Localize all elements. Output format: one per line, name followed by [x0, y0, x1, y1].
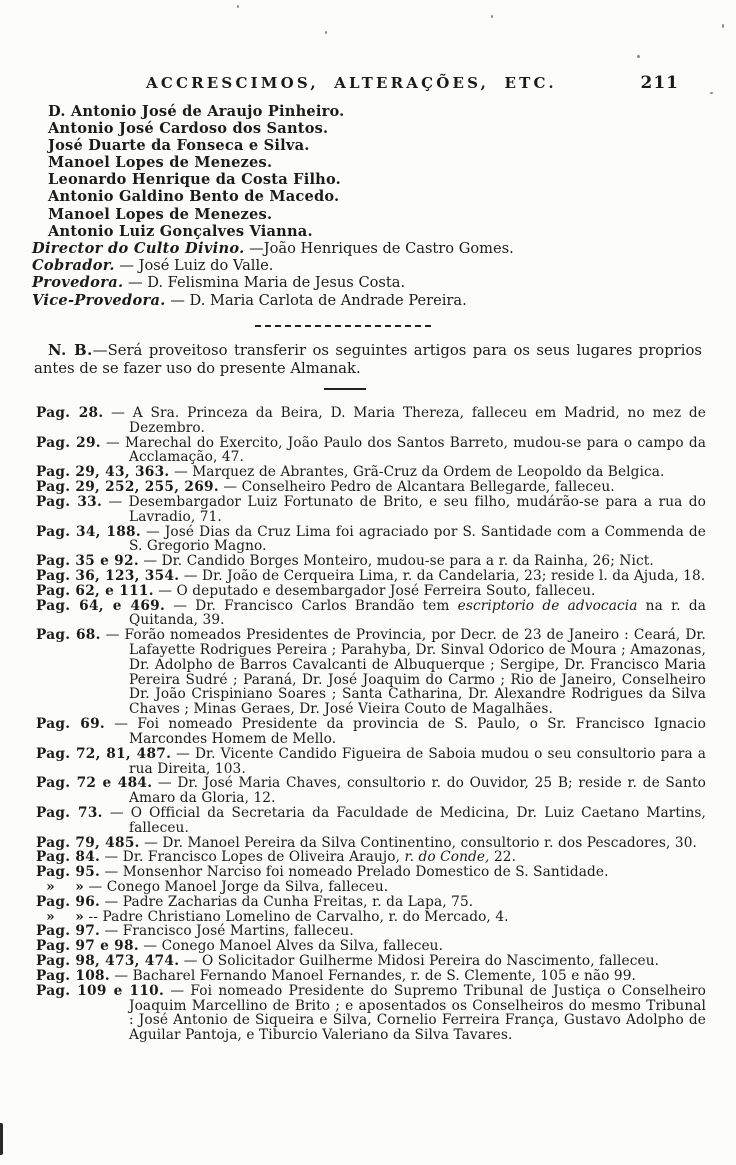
errata-entry [36, 554, 706, 569]
member-name: Antonio José Cardoso dos Santos. [48, 120, 329, 138]
member-name: Antonio Luiz Gonçalves Vianna. [48, 222, 313, 240]
officers-list [32, 240, 700, 309]
entry-text: — A Sra. Princeza da Beira, D. Maria Thereza, falleceu em Madrid, no mez de Dezembro. [103, 405, 706, 436]
entry-text: — Conego Manoel Jorge da Silva, falleceu. [84, 879, 389, 895]
page-ref: Pag. 97 e 98. [36, 938, 139, 955]
page-ref: Pag. 97. [36, 923, 101, 940]
page-ref: Pag. 29, 43, 363. [36, 464, 170, 481]
entry-text: — Monsenhor Narciso foi nomeado Prelado Domestico de S. Santidade. [100, 864, 609, 881]
errata-entry [36, 880, 706, 895]
officer-line [32, 240, 700, 257]
entry-text: — Marquez de Abrantes, Grã-Cruz da Ordem de Leopoldo da Belgica. [169, 464, 665, 481]
running-title: ACCRESCIMOS, ALTERAÇÕES, ETC. [146, 74, 557, 92]
entry-text: — Marechal do Exercito, João Paulo dos Santos Barreto, mudou-se para o campo da Acclamação, 47. [100, 434, 706, 466]
page-ref: Pag. 73. [36, 804, 103, 821]
page-ref: Pag. 35 e 92. [36, 553, 139, 570]
scan-speck [637, 55, 640, 58]
errata-entry [36, 984, 706, 1043]
errata-entry [36, 747, 706, 777]
page-ref: Pag. 68. [36, 627, 101, 644]
page-ref: Pag. 29, 252, 255, 269. [36, 479, 219, 496]
officer-name: — José Luiz do Valle. [114, 257, 274, 275]
errata-entry [36, 836, 706, 851]
page-ref: Pag. 28. [36, 405, 104, 421]
entry-text: — Dr. João de Cerqueira Lima, r. da Candelaria, 23; reside l. da Ajuda, 18. [179, 567, 706, 584]
errata-entry [36, 495, 706, 525]
errata-entries-list [36, 406, 706, 1043]
notice-text: —Será proveitoso transferir os seguintes artigos para os seus lugares proprios antes de se fazer uso do presente Almanak. [34, 342, 702, 377]
entry-text: — Desembargador Luiz Fortunato de Brito, e seu filho, mudárão-se para a rua do Lavradio, 71. [102, 493, 706, 525]
list-divider-rule [324, 388, 366, 390]
member-name: Antonio Galdino Bento de Macedo. [48, 188, 340, 206]
entry-text: r. do Conde, [404, 849, 490, 866]
errata-entry [36, 850, 706, 865]
errata-entry [36, 569, 706, 584]
entry-text: — José Dias da Cruz Lima foi agraciado por S. Santidade com a Commenda de S. Gregorio Magno. [129, 523, 706, 555]
errata-entry [36, 465, 706, 480]
officer-name: — D. Maria Carlota de Andrade Pereira. [165, 291, 467, 309]
entry-text: — Dr. Francisco Carlos Brandão tem [165, 597, 458, 614]
page-ref: Pag. 108. [36, 967, 110, 984]
entry-text: — O Official da Secretaria da Faculdade de Medicina, Dr. Luiz Caetano Martins, falleceu. [102, 804, 706, 836]
entry-text: — Padre Zacharias da Cunha Freitas, r. da Lapa, 75. [100, 893, 474, 910]
officer-role: Provedora. [32, 274, 124, 292]
page-ref: Pag. 109 e 110. [36, 982, 165, 999]
entry-text: — Dr. Francisco Lopes de Oliveira Araujo, [100, 849, 405, 866]
entry-text: — O Solicitador Guilherme Midosi Pereira do Nascimento, falleceu. [179, 953, 660, 970]
officer-role: Vice-Provedora. [32, 291, 166, 309]
errata-entry [36, 599, 706, 629]
entry-text: — Conselheiro Pedro de Alcantara Bellegarde, falleceu. [218, 479, 615, 496]
page-ref: Pag. 33. [36, 493, 103, 510]
page-ref: Pag. 72, 81, 487. [36, 745, 172, 762]
errata-entry [36, 924, 706, 939]
errata-entry [36, 776, 706, 806]
page-ref: Pag. 79, 485. [36, 834, 140, 851]
errata-entry [36, 480, 706, 495]
notice-paragraph [34, 342, 702, 378]
errata-entry [36, 969, 706, 984]
notice-label: N. B. [48, 342, 93, 359]
entry-text: escriptorio de advocacia [457, 597, 638, 614]
errata-entry [36, 954, 706, 969]
page-ref: » » [36, 908, 85, 925]
entry-text: — Francisco José Martins, falleceu. [100, 923, 354, 940]
member-name: Manoel Lopes de Menezes. [48, 154, 273, 172]
errata-entry [36, 628, 706, 717]
page-ref: Pag. 29. [36, 434, 101, 451]
page-number: 211 [640, 73, 679, 93]
entry-text: — Dr. Manoel Pereira da Silva Continentino, consultorio r. dos Pescadores, 30. [139, 834, 697, 851]
scan-speck [237, 5, 239, 8]
errata-entry [36, 584, 706, 599]
entry-text: — Dr. Vicente Candido Figueira de Saboia mudou o seu consultorio para a rua Direita, 103. [129, 745, 706, 777]
entry-text: na r. da Quitanda, 39. [129, 597, 706, 629]
page-ref: Pag. 98, 473, 474. [36, 953, 180, 970]
errata-entry [36, 717, 706, 747]
entry-text: — Dr. José Maria Chaves, consultorio r. do Ouvidor, 25 B; reside r. de Santo Amaro da Gloria, 12. [129, 775, 707, 807]
errata-entry [36, 406, 706, 436]
member-name: D. Antonio José de Araujo Pinheiro. [48, 103, 345, 120]
member-name: Leonardo Henrique da Costa Filho. [48, 171, 341, 189]
entry-text: — Foi nomeado Presidente da provincia de S. Paulo, o Sr. Francisco Ignacio Marcondes Homem de Mello. [104, 716, 706, 747]
page-ref: Pag. 95. [36, 864, 101, 881]
errata-entry [36, 939, 706, 954]
officer-role: Director do Culto Divino. [32, 240, 245, 257]
entry-text: — O deputado e desembargador José Ferreira Souto, falleceu. [153, 582, 596, 599]
page-ref: Pag. 72 e 484. [36, 775, 153, 792]
entry-text: — Forão nomeados Presidentes de Provincia, por Decr. de 23 de Janeiro : Ceará, Dr. Lafayette Rodrigues Pereira ; Parahyba, Dr. Sinval Odorico de Moura ; Amazonas, Dr. Adolpho de Barros Cavalcanti de Albuquerque ; Sergipe, Dr. Francisco Maria Pereira Sudré ; Paraná, Dr. José Joaquim do Carmo ; Rio de Janeiro, Conselheiro Dr. João Crispiniano Soares ; Santa Catharina, Dr. Alexandre Rodrigues da Silva Chaves ; Minas Geraes, Dr. José Vieira Couto de Magalhães. [100, 627, 706, 718]
page-header [0, 73, 736, 93]
page-ref: Pag. 64, e 469. [36, 597, 166, 614]
page-ref: » » [36, 879, 85, 895]
section-divider-rule [255, 325, 431, 327]
member-name: José Duarte da Fonseca e Silva. [48, 137, 310, 155]
errata-entry [36, 436, 706, 466]
entry-text: 22. [489, 849, 517, 866]
page-ref: Pag. 96. [36, 893, 101, 910]
page-ref: Pag. 34, 188. [36, 523, 141, 540]
officer-line [32, 257, 700, 274]
page-ref: Pag. 62, e 111. [36, 582, 154, 599]
scan-speck [722, 24, 724, 28]
errata-entry [36, 910, 706, 925]
errata-entry [36, 806, 706, 836]
page-ref: Pag. 36, 123, 354. [36, 567, 180, 584]
errata-entry [36, 895, 706, 910]
officer-name: — D. Felismina Maria de Jesus Costa. [123, 274, 406, 292]
errata-entry [36, 525, 706, 555]
officer-name: —João Henriques de Castro Gomes. [244, 240, 514, 257]
scan-speck [491, 15, 493, 18]
entry-text: — Bacharel Fernando Manoel Fernandes, r. de S. Clemente, 105 e não 99. [109, 967, 636, 984]
officer-line [32, 274, 700, 291]
entry-text: — Foi nomeado Presidente do Supremo Tribunal de Justiça o Conselheiro Joaquim Marcellino de Brito ; e aposentados os Conselheiros do mesmo Tribunal : José Antonio de Siqueira e Silva, Cornelio Ferreira França, Gustavo Adolpho de Aguilar Pantoja, e Tiburcio Valeriano da Silva Tavares. [129, 982, 706, 1044]
scan-speck [325, 31, 327, 34]
scan-speck [710, 92, 713, 94]
member-name: Manoel Lopes de Menezes. [48, 205, 273, 223]
scan-edge-artifact [0, 1123, 3, 1155]
entry-text: — Conego Manoel Alves da Silva, falleceu. [138, 938, 444, 955]
page-ref: Pag. 84. [36, 849, 101, 866]
officer-role: Cobrador. [32, 257, 115, 275]
errata-entry [36, 865, 706, 880]
entry-text: -- Padre Christiano Lomelino de Carvalho, r. do Mercado, 4. [84, 908, 509, 925]
entry-text: — Dr. Candido Borges Monteiro, mudou-se para a r. da Rainha, 26; Nict. [138, 553, 654, 570]
officer-line [32, 292, 700, 309]
page-ref: Pag. 69. [36, 716, 105, 733]
member-names-list [48, 103, 696, 240]
